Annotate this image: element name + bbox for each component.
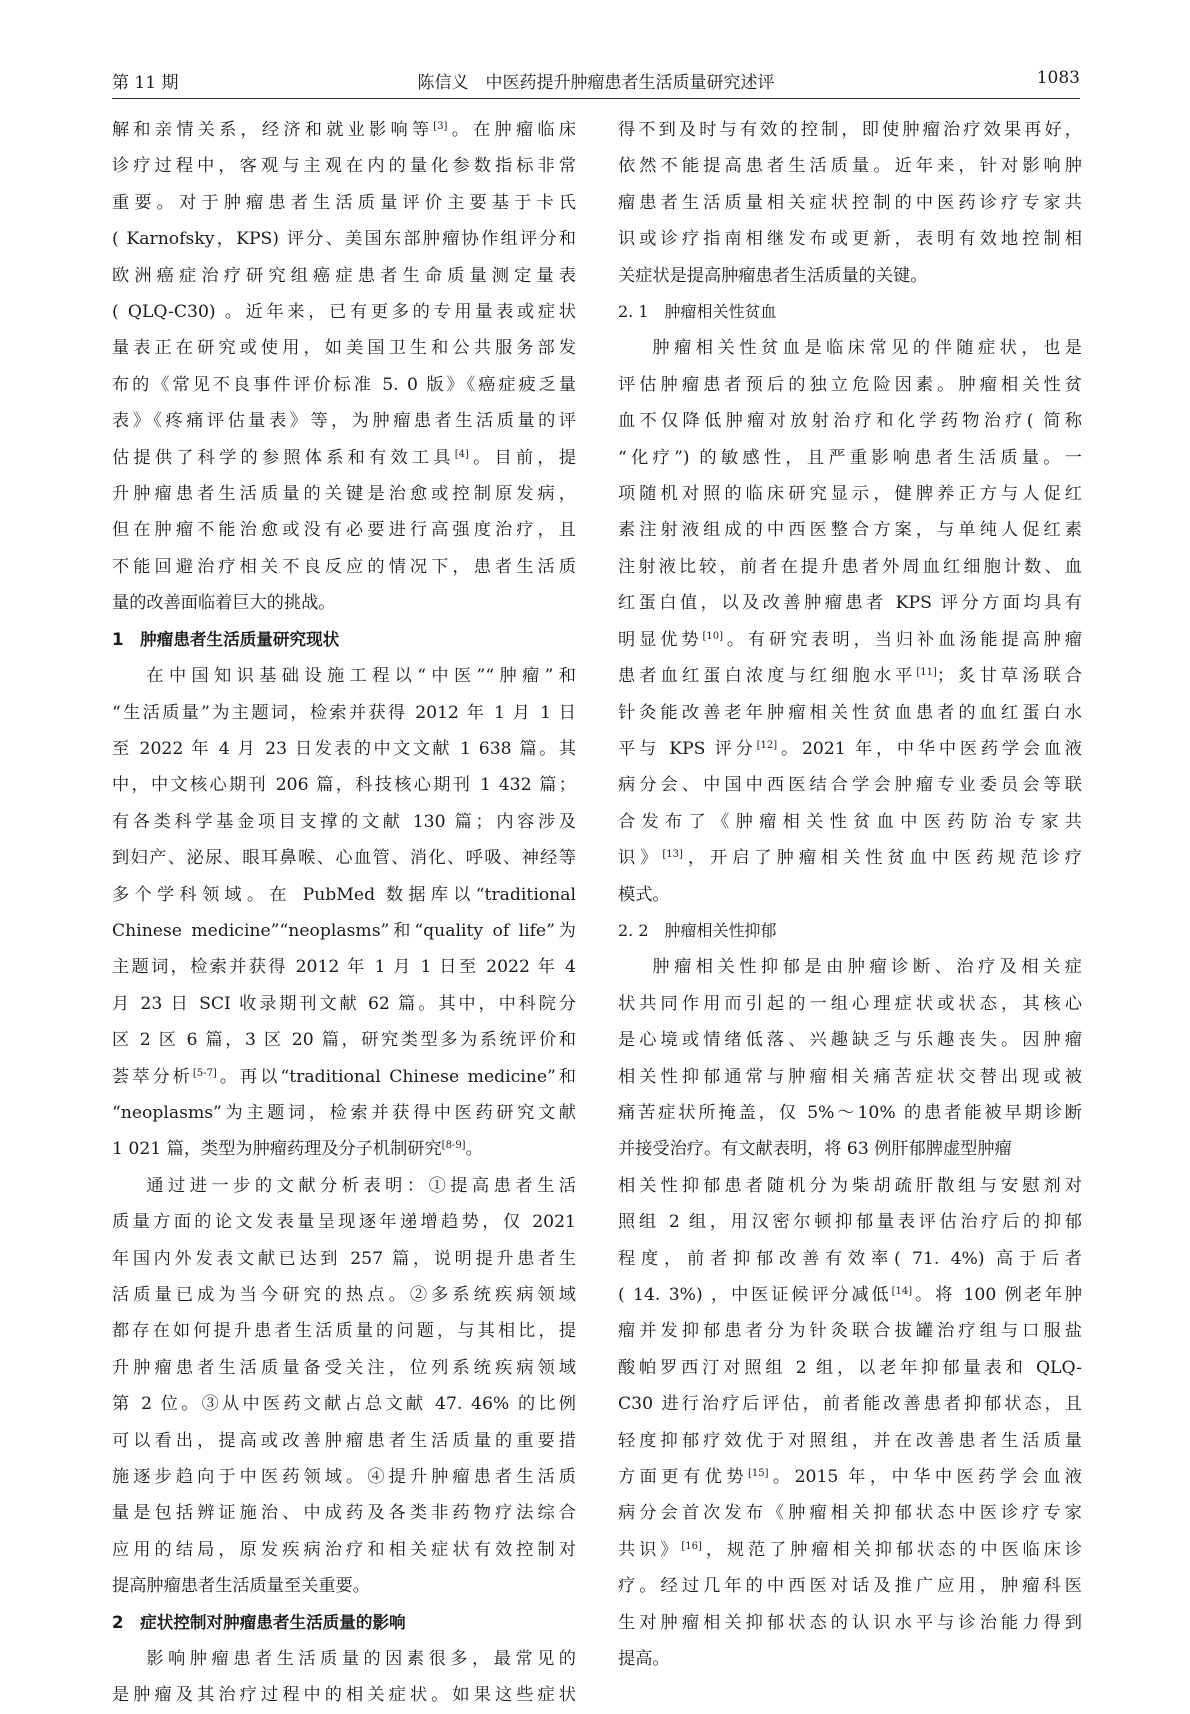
text-line: 轻度抑郁疗效优于对照组，并在改善患者生活质量 <box>618 1430 1082 1451</box>
text-line: 肿瘤相关性贫血是临床常见的伴随症状，也是 <box>652 338 1082 359</box>
text-line: 提高肿瘤患者生活质量至关重要。 <box>112 1576 370 1597</box>
text-line: 并接受治疗。有文献表明，将 63 例肝郁脾虚型肿瘤 <box>618 1139 1012 1160</box>
text-line: 合发布了《肿瘤相关性贫血中医药防治专家共 <box>618 811 1082 832</box>
subsection-heading: 2. 1 肿瘤相关性贫血 <box>618 302 777 322</box>
text-line: 到妇产、泌尿、眼耳鼻喉、心血管、消化、呼吸、神经等 <box>112 848 576 869</box>
text-line: 明显优势[10]。有研究表明，当归补血汤能提高肿瘤 <box>618 629 1082 650</box>
text-line: 主题词，检索并获得 2012 年 1 月 1 日至 2022 年 4 <box>112 957 576 978</box>
text-line: 诊疗过程中，客观与主观在内的量化参数指标非常 <box>112 156 576 177</box>
text-line: 酸帕罗西汀对照组 2 组，以老年抑郁量表和 QLQ- <box>618 1357 1082 1378</box>
text-line: 注射液比较，前者在提升患者外周血红细胞计数、血 <box>618 556 1082 577</box>
text-line: 照组 2 组，用汉密尔顿抑郁量表评估治疗后的抑郁 <box>618 1212 1082 1233</box>
text-line: 量的改善面临着巨大的挑战。 <box>112 593 336 614</box>
text-line: “neoplasms”为主题词，检索并获得中医药研究文献 <box>112 1102 576 1123</box>
text-line: 布的《常见不良事件评价标准 5. 0 版》《癌症疲乏量 <box>112 374 576 395</box>
text-line: 表》《疼痛评估量表》等，为肿瘤患者生活质量的评 <box>112 411 576 432</box>
citation-ref: [11] <box>916 667 937 679</box>
text-line: 识》[13]，开启了肿瘤相关性贫血中医药规范诊疗 <box>618 848 1082 869</box>
text-line: ( Karnofsky，KPS) 评分、美国东部肿瘤协作组评分和 <box>112 229 576 250</box>
text-line: 是心境或情绪低落、兴趣缺乏与乐趣丧失。因肿瘤 <box>618 1030 1082 1051</box>
text-line: 升肿瘤患者生活质量备受关注，位列系统疾病领域 <box>112 1357 576 1378</box>
text-line: 1 021 篇，类型为肿瘤药理及分子机制研究[8-9]。 <box>112 1139 483 1160</box>
text-line: 病分会首次发布《肿瘤相关抑郁状态中医诊疗专家 <box>618 1503 1082 1524</box>
text-line: 关症状是提高肿瘤患者生活质量的关键。 <box>618 265 928 286</box>
text-line: 月 23 日 SCI 收录期刊文献 62 篇。其中，中科院分 <box>112 993 576 1014</box>
citation-ref: [10] <box>702 630 723 642</box>
citation-ref: [4] <box>454 448 469 460</box>
text-line: 方面更有优势[15]。2015 年，中华中医药学会血液 <box>618 1467 1082 1488</box>
text-line: 平与 KPS 评分[12]。2021 年，中华中医药学会血液 <box>618 738 1082 759</box>
text-line: 第 2 位。③从中医药文献占总文献 47. 46% 的比例 <box>112 1394 576 1415</box>
text-line: 多个学科领域。在 PubMed 数据库以“traditional <box>112 884 576 905</box>
text-line: “化疗”) 的敏感性，且严重影响患者生活质量。一 <box>618 447 1082 468</box>
text-line: ( QLQ-C30) 。近年来，已有更多的专用量表或症状 <box>112 302 576 323</box>
text-line: 至 2022 年 4 月 23 日发表的中文文献 1 638 篇。其 <box>112 738 576 759</box>
text-line: 提高。 <box>618 1649 670 1670</box>
text-line: 患者血红蛋白浓度与红细胞水平[11]；炙甘草汤联合 <box>618 666 1082 687</box>
text-line: 相关性抑郁通常与肿瘤相关痛苦症状交替出现或被 <box>618 1066 1082 1087</box>
text-line: 欧洲癌症治疗研究组癌症患者生命质量测定量表 <box>112 265 576 286</box>
text-line: 升肿瘤患者生活质量的关键是治愈或控制原发病， <box>112 484 576 505</box>
text-line: 不能回避治疗相关不良反应的情况下，患者生活质 <box>112 556 576 577</box>
text-line: 在中国知识基础设施工程以“中医”“肿瘤”和 <box>146 666 576 687</box>
citation-ref: [3] <box>433 121 448 132</box>
citation-ref: [16] <box>681 1540 702 1552</box>
text-line: 素注射液组成的中西医整合方案，与单纯人促红素 <box>618 520 1082 541</box>
text-line: Chinese medicine”“neoplasms”和“quality of life”为 <box>112 920 576 941</box>
text-line: 活质量已成为当今研究的热点。②多系统疾病领域 <box>112 1285 576 1305</box>
text-line: 程度，前者抑郁改善有效率( 71. 4%) 高于后者 <box>618 1248 1082 1269</box>
text-line: 荟萃分析[5-7]。再以“traditional Chinese medicine”和 <box>112 1066 576 1087</box>
text-line: 痛苦症状所掩盖，仅 5%～10% 的患者能被早期诊断 <box>618 1102 1082 1123</box>
citation-ref: [12] <box>756 739 778 751</box>
running-title: 陈信义 中医药提升肿瘤患者生活质量研究述评 <box>417 73 775 93</box>
text-line: 估提供了科学的参照体系和有效工具[4]。目前，提 <box>112 447 576 468</box>
section-heading: 2 症状控制对肿瘤患者生活质量的影响 <box>112 1612 406 1632</box>
text-line: 项随机对照的临床研究显示，健脾养正方与人促红 <box>618 484 1082 505</box>
text-line: 病分会、中国中西医结合学会肿瘤专业委员会等联 <box>618 775 1082 796</box>
text-line: 中，中文核心期刊 206 篇，科技核心期刊 1 432 篇； <box>112 775 576 796</box>
page-number: 1083 <box>1036 68 1080 88</box>
text-line: “生活质量”为主题词，检索并获得 2012 年 1 月 1 日 <box>112 702 576 723</box>
text-line: 应用的结局，原发疾病治疗和相关症状有效控制对 <box>112 1539 576 1560</box>
left-column <box>112 112 576 1714</box>
citation-ref: [5-7] <box>192 1067 217 1079</box>
text-line: 瘤并发抑郁患者分为针灸联合拔罐治疗组与口服盐 <box>618 1321 1082 1342</box>
running-header <box>112 62 1080 99</box>
text-line: 年国内外发表文献已达到 257 篇，说明提升患者生 <box>112 1248 576 1269</box>
right-column <box>618 112 1082 1677</box>
issue-label: 第 11 期 <box>112 73 179 93</box>
text-line: 瘤患者生活质量相关症状控制的中医药诊疗专家共 <box>618 192 1082 213</box>
citation-ref: [8-9] <box>441 1140 466 1152</box>
section-heading: 1 肿瘤患者生活质量研究现状 <box>112 629 340 649</box>
text-line: 状共同作用而引起的一组心理症状或状态，其核心 <box>618 993 1082 1014</box>
text-line: 生对肿瘤相关抑郁状态的认识水平与诊治能力得到 <box>618 1612 1082 1633</box>
text-line: 针灸能改善老年肿瘤相关性贫血患者的血红蛋白水 <box>618 702 1082 723</box>
text-line: 得不到及时与有效的控制，即使肿瘤治疗效果再好， <box>618 120 1082 140</box>
text-line: 可以看出，提高或改善肿瘤患者生活质量的重要措 <box>112 1430 576 1451</box>
subsection-heading: 2. 2 肿瘤相关性抑郁 <box>618 920 777 940</box>
text-line: 质量方面的论文发表量呈现逐年递增趋势，仅 2021 <box>112 1212 576 1233</box>
text-line: 红蛋白值，以及改善肿瘤患者 KPS 评分方面均具有 <box>618 593 1082 614</box>
text-line: 是肿瘤及其治疗过程中的相关症状。如果这些症状 <box>112 1685 576 1706</box>
text-line: 共识》[16]，规范了肿瘤相关抑郁状态的中医临床诊 <box>618 1539 1082 1560</box>
text-line: 解和亲情关系，经济和就业影响等[3]。在肿瘤临床 <box>112 120 576 140</box>
text-line: 量是包括辨证施治、中成药及各类非药物疗法综合 <box>112 1503 576 1524</box>
citation-ref: [13] <box>662 849 683 861</box>
text-line: 肿瘤相关性抑郁是由肿瘤诊断、治疗及相关症 <box>652 957 1082 978</box>
text-line: 但在肿瘤不能治愈或没有必要进行高强度治疗，且 <box>112 520 576 541</box>
text-line: 施逐步趋向于中医药领域。④提升肿瘤患者生活质 <box>112 1467 576 1488</box>
text-line: 都存在如何提升患者生活质量的问题，与其相比，提 <box>112 1321 576 1342</box>
text-line: 量表正在研究或使用，如美国卫生和公共服务部发 <box>112 338 576 359</box>
text-line: 疗。经过几年的中西医对话及推广应用，肿瘤科医 <box>618 1576 1082 1597</box>
text-line: 通过进一步的文献分析表明：①提高患者生活 <box>146 1175 576 1196</box>
text-line: C30 进行治疗后评估，前者能改善患者抑郁状态，且 <box>618 1394 1082 1415</box>
citation-ref: [15] <box>747 1468 769 1480</box>
text-line: 重要。对于肿瘤患者生活质量评价主要基于卡氏 <box>112 192 576 213</box>
text-line: 模式。 <box>618 884 670 905</box>
text-line: 有各类科学基金项目支撑的文献 130 篇；内容涉及 <box>112 811 576 832</box>
text-line: 影响肿瘤患者生活质量的因素很多，最常见的 <box>146 1649 576 1670</box>
citation-ref: [14] <box>891 1286 913 1297</box>
text-line: ( 14. 3%) ，中医证候评分减低[14]。将 100 例老年肿 <box>618 1285 1083 1305</box>
text-line: 相关性抑郁患者随机分为柴胡疏肝散组与安慰剂对 <box>618 1175 1082 1196</box>
text-line: 依然不能提高患者生活质量。近年来，针对影响肿 <box>618 156 1082 177</box>
text-line: 血不仅降低肿瘤对放射治疗和化学药物治疗( 简称 <box>618 411 1082 432</box>
text-line: 区 2 区 6 篇，3 区 20 篇，研究类型多为系统评价和 <box>112 1030 576 1051</box>
text-line: 识或诊疗指南相继发布或更新，表明有效地控制相 <box>618 229 1082 250</box>
text-line: 评估肿瘤患者预后的独立危险因素。肿瘤相关性贫 <box>618 374 1082 395</box>
